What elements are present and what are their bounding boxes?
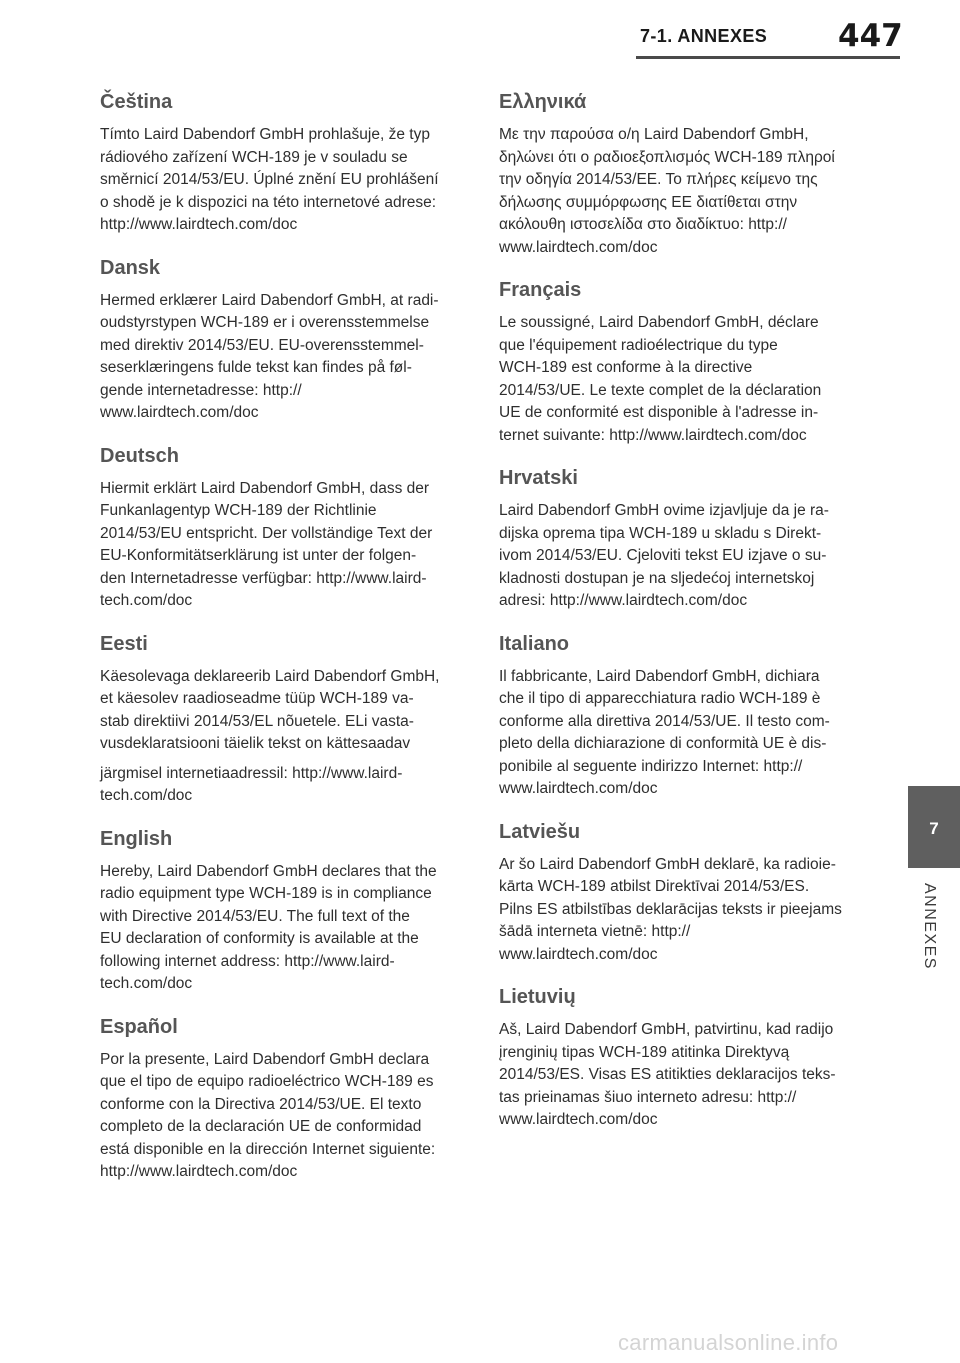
chapter-tab-number: 7: [929, 819, 939, 838]
chapter-side-label: [914, 883, 944, 983]
chapter-side-label-text: ANNEXES: [921, 883, 938, 970]
section-cestina: [100, 88, 462, 237]
section-text: Käesolevaga deklareerib Laird Dabendorf GmbH, et käesolev raadioseadme tüüp WCH-189 va- stab direktiivi 2014/53/EL nõuetele. ELi vasta- vusdeklaratsiooni täielik tekst on kättesaadav: [100, 667, 440, 752]
section-hrvatski: [499, 464, 861, 613]
section-espanol: [100, 1013, 462, 1184]
watermark: carmanualsonline.info: [618, 1330, 839, 1355]
section-heading: English: [100, 827, 173, 850]
section-text: Με την παρούσα ο/η Laird Dabendorf GmbH, δηλώνει ότι ο ραδιοεξοπλισμός WCH-189 πληροί την οδηγία 2014/53/ΕΕ. Το πλήρες κείμενο της δήλωσης συμμόρφωσης ΕΕ διατίθεται στην ακόλουθη ιστοσελίδα στο διαδίκτυο: http:// www.lairdtech.com/doc: [499, 126, 835, 256]
section-heading: Español: [100, 1015, 178, 1038]
section-text: Le soussigné, Laird Dabendorf GmbH, déclare que l'équipement radioélectrique du type WCH-189 est conforme à la directive 2014/53/UE. Le texte complet de la déclaration UE de conformité est disponible à l'adresse in- ternet suivante: http://www.lairdtech.com/doc: [499, 314, 822, 444]
section-lietuviu: [499, 983, 861, 1132]
section-heading: Latviešu: [499, 820, 581, 843]
section-text: Por la presente, Laird Dabendorf GmbH declara que el tipo de equipo radioeléctrico WCH-189 es conforme con la Directiva 2014/53/UE. El texto completo de la declaración UE de conformidad está disponible en la dirección Internet siguiente: http://www.lairdtech.com/doc: [100, 1050, 436, 1180]
page-header: [0, 0, 960, 62]
section-text: Aš, Laird Dabendorf GmbH, patvirtinu, kad radijo įrenginių tipas WCH-189 atitinka Direktyvą 2014/53/ES. Visas ES atitikties deklaracijos teks- tas prieinamas šiuo interneto adresu: http:// www.lairdtech.com/doc: [499, 1021, 836, 1128]
section-english: [100, 825, 462, 996]
section-heading: Italiano: [499, 632, 570, 655]
section-heading: Deutsch: [100, 444, 179, 467]
chapter-tab: [908, 786, 960, 868]
section-italiano: [499, 630, 861, 801]
section-text: Il fabbricante, Laird Dabendorf GmbH, dichiara che il tipo di apparecchiatura radio WCH-189 è conforme alla direttiva 2014/53/UE. Il testo com- pleto della dichiarazione di conformità UE è dis- ponibile al seguente indirizzo Internet: http:// www.lairdtech.com/doc: [499, 667, 830, 797]
section-text: Laird Dabendorf GmbH ovime izjavljuje da je ra- dijska oprema tipa WCH-189 u skladu s Direkt- ivom 2014/53/EU. Cjeloviti tekst EU izjave o su- kladnosti dostupan je na sljedećoj internetskoj adresi: http://www.lairdtech.com/doc: [499, 502, 829, 609]
section-eesti: [100, 630, 462, 808]
section-heading: Lietuvių: [499, 986, 576, 1008]
right-column: [499, 88, 861, 1149]
section-heading: Dansk: [100, 256, 161, 279]
left-column: [100, 88, 462, 1201]
header-rule: [636, 56, 900, 59]
section-text: Tímto Laird Dabendorf GmbH prohlašuje, že typ rádiového zařízení WCH-189 je v souladu se směrnicí 2014/53/EU. Úplné znění EU prohlášení o shodě je k dispozici na této internetové adrese: http://www.lairdtech.com/doc: [100, 126, 439, 233]
section-francais: [499, 276, 861, 447]
section-text: Ar šo Laird Dabendorf GmbH deklarē, ka radioie- kārta WCH-189 atbilst Direktīvai 2014/53/ES. Pilns ES atbilstības deklarācijas teksts ir pieejams šādā interneta vietnē: http:// www.lairdtech.com/doc: [499, 855, 842, 963]
section-heading: Français: [499, 279, 582, 301]
section-dansk: [100, 254, 462, 425]
section-deutsch: [100, 442, 462, 613]
section-text: Hermed erklærer Laird Dabendorf GmbH, at radi- oudstyrstypen WCH-189 er i overensstemmelse med direktiv 2014/53/EU. EU-overensstemmel- seserklæringens fulde tekst kan findes på føl- gende internetadresse: http:// www.lairdtech.com/doc: [100, 291, 439, 421]
section-text: Hereby, Laird Dabendorf GmbH declares that the radio equipment type WCH-189 is in compliance with Directive 2014/53/EU. The full text of the EU declaration of conformity is available at the following internet address: http://www.laird- tech.com/doc: [100, 862, 437, 992]
section-heading: Ελληνικά: [499, 91, 587, 113]
section-text: Hiermit erklärt Laird Dabendorf GmbH, dass der Funkanlagentyp WCH-189 der Richtlinie 2014/53/EU entspricht. Der vollständige Text der EU-Konformitätserklärung ist unter der folgen- den Internetadresse verfügbar: http://www.laird- tech.com/doc: [100, 479, 433, 609]
section-text: järgmisel internetiaadressil: http://www.laird- tech.com/doc: [100, 764, 403, 804]
section-heading: Eesti: [100, 632, 148, 655]
section-heading: Hrvatski: [499, 467, 578, 489]
page-number: 447: [838, 18, 903, 54]
section-heading: Čeština: [100, 91, 173, 113]
section-ellinika: [499, 88, 861, 259]
section-latviesu: [499, 818, 861, 967]
chapter-title: 7-1. ANNEXES: [640, 26, 768, 46]
